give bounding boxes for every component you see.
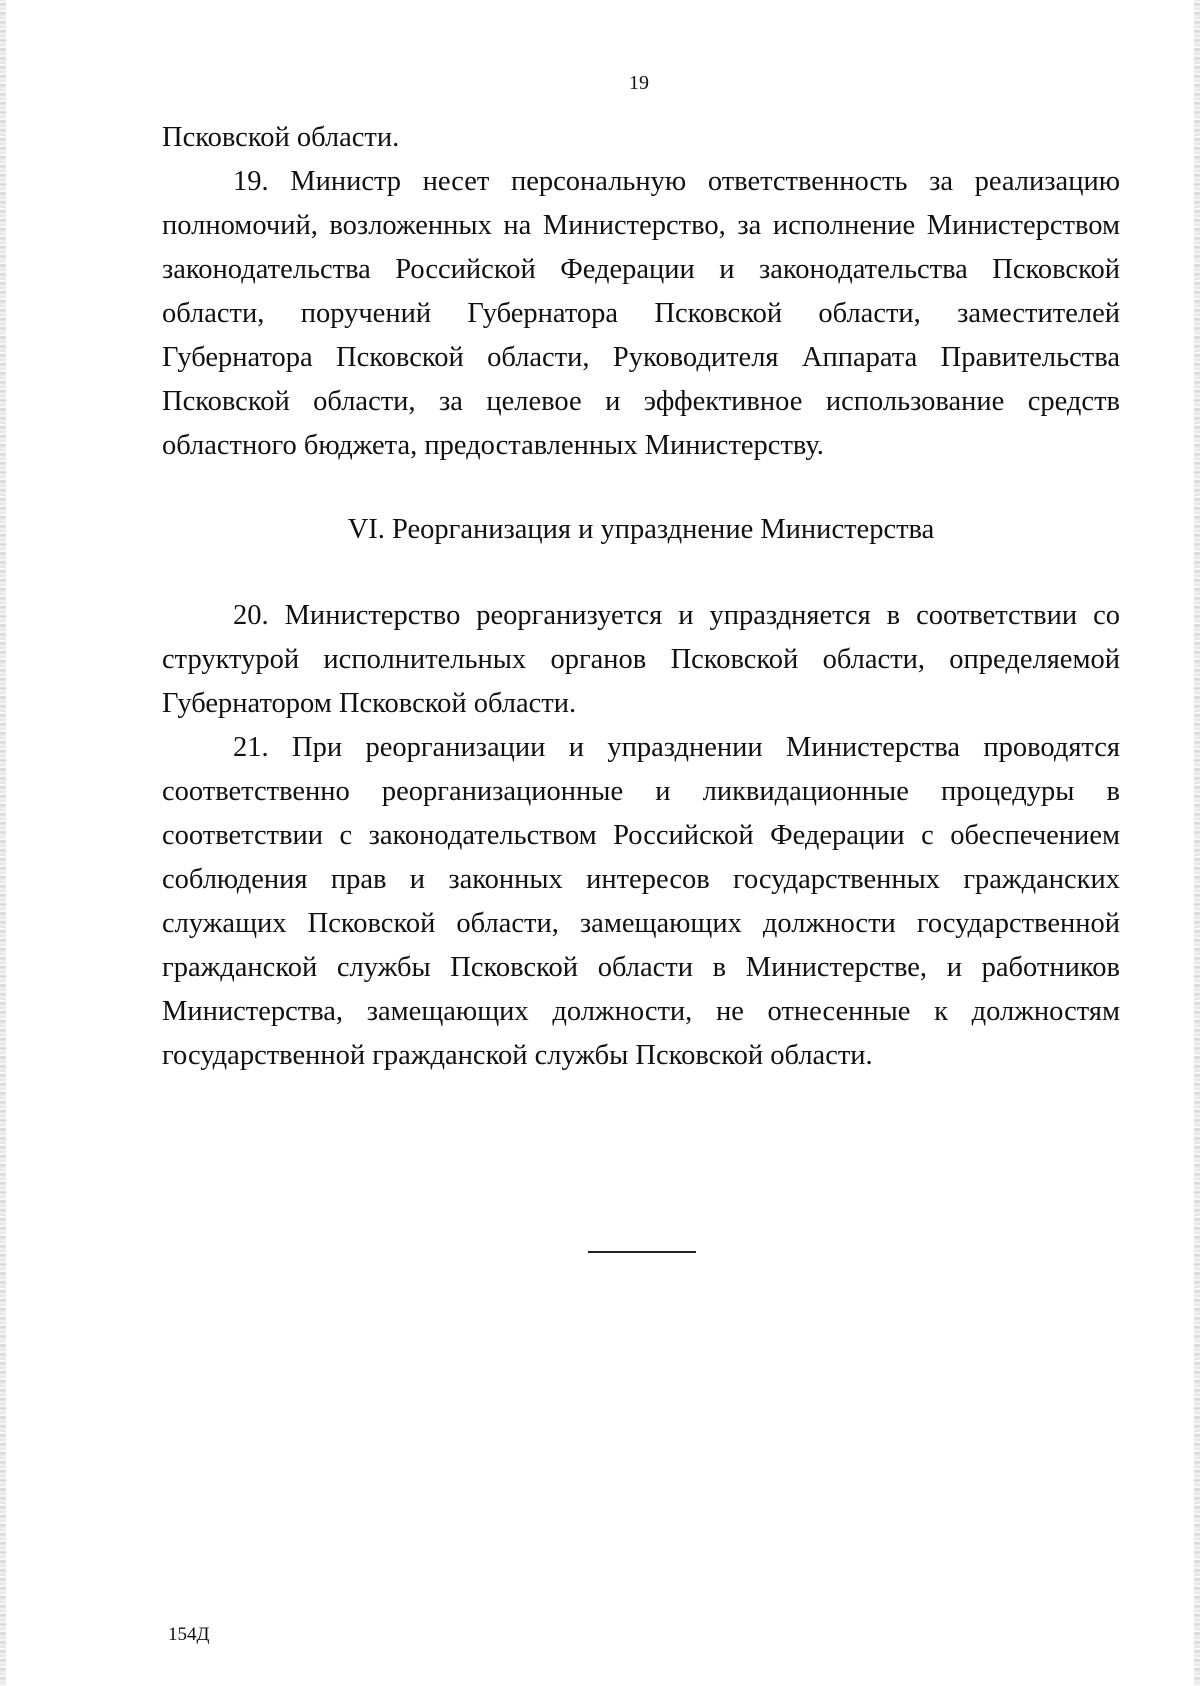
paragraph-20: 20. Министерство реорганизуется и упраздняется в соответствии со структурой исполнительных органов Псковской области, определяемой Губернатором Псковской области. [162, 600, 1120, 719]
scan-edge-left [0, 0, 6, 1686]
section-heading: VI. Реорганизация и упразднение Министерства [347, 514, 935, 545]
document-code: 154Д [168, 1624, 210, 1645]
spacer [162, 468, 1120, 508]
paragraph-21: 21. При реорганизации и упразднении Министерства проводятся соответственно реорганизационные и ликвидационные процедуры в соответствии с законодательством Российской Федерации с обеспечением соблюдения прав и законных интересов государственных гражданских служащих Псковской области, замещающих должности государственной гражданской службы Псковской области в Министерстве, и работников Министерства, замещающих должности, не отнесенные к должностям государственной гражданской службы Псковской области. [162, 732, 1120, 1071]
scan-edge-right [1194, 0, 1200, 1686]
paragraph-continuation: Псковской области. [162, 122, 400, 153]
page-number: 19 [629, 72, 649, 94]
paragraph-19: 19. Министр несет персональную ответственность за реализацию полномочий, возложенных на Министерство, за исполнение Министерством законодательства Российской Федерации и законодательства Псковской области, поручений Губернатора Псковской области, заместителей Губернатора Псковской области, Руководителя Аппарата Правительства Псковской области, за целевое и эффективное использование средств областного бюджета, предоставленных Министерству. [162, 166, 1120, 461]
end-of-document-rule [588, 1251, 696, 1253]
spacer [162, 552, 1120, 594]
document-body [162, 116, 1120, 1078]
